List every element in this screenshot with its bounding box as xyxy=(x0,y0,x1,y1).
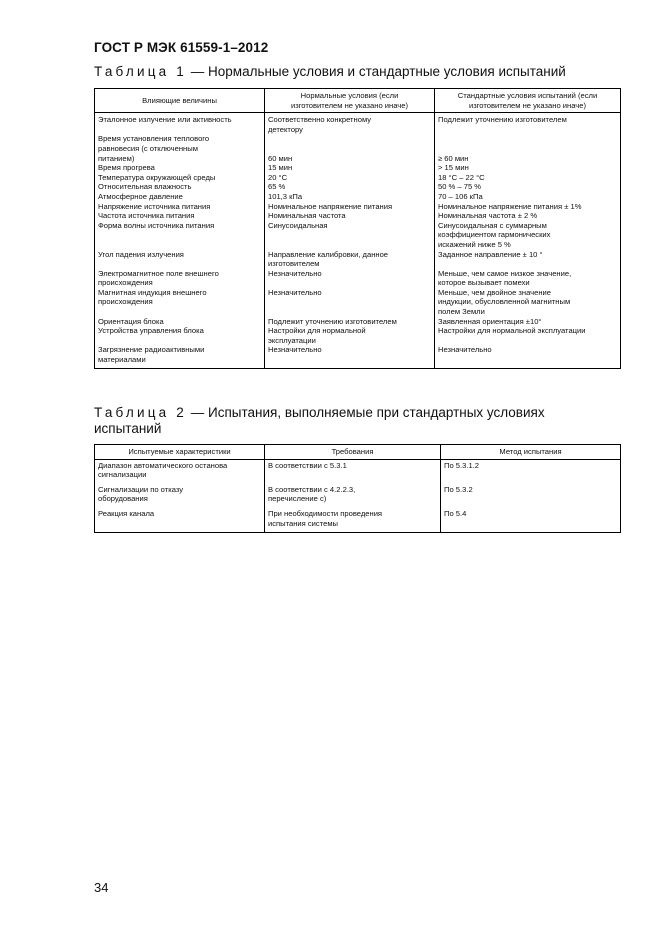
cell-text: 15 мин xyxy=(268,163,293,173)
table-cell xyxy=(95,317,265,327)
table-row xyxy=(95,508,621,533)
cell-text: Время установления теплового равновесия (с отключенным питанием) xyxy=(98,134,210,163)
table2-column-header-label: Метод испытания xyxy=(499,447,562,456)
cell-text: Незначительно xyxy=(268,268,322,278)
cell-text: Эталонное излучение или активность xyxy=(98,115,232,125)
cell-text: По 5.3.2 xyxy=(444,484,473,494)
table-cell xyxy=(95,345,265,368)
table-row xyxy=(95,326,621,345)
table-row xyxy=(95,211,621,221)
table-cell xyxy=(265,202,435,212)
table-cell xyxy=(435,113,621,135)
table-cell xyxy=(265,192,435,202)
table-cell xyxy=(435,173,621,183)
table-row xyxy=(95,192,621,202)
cell-text: 18 °С – 22 °С xyxy=(438,172,485,182)
table-cell xyxy=(265,163,435,173)
cell-text: По 5.3.1.2 xyxy=(444,460,480,470)
cell-text: При необходимости проведения испытания системы xyxy=(268,508,383,528)
table-row xyxy=(95,173,621,183)
page-number: 34 xyxy=(94,880,109,895)
table-cell xyxy=(265,113,435,135)
table-cell xyxy=(95,211,265,221)
table-cell xyxy=(435,269,621,288)
table-cell xyxy=(265,173,435,183)
table-cell xyxy=(435,163,621,173)
cell-text: 60 мин xyxy=(268,153,293,163)
cell-text: Меньше, чем самое низкое значение, которое вызывает помехи xyxy=(438,268,572,288)
cell-text: Номинальное напряжение питания ± 1% xyxy=(438,201,582,211)
table1-column-header xyxy=(435,89,621,113)
table-cell xyxy=(435,182,621,192)
table2-caption-text: — Испытания, выполняемые при стандартных условиях испытаний xyxy=(94,405,545,436)
cell-text: Устройства управления блока xyxy=(98,326,204,336)
cell-text: 50 % – 75 % xyxy=(438,182,482,192)
table-cell xyxy=(265,459,441,484)
table-row xyxy=(95,484,621,508)
cell-text: 101,3 кПа xyxy=(268,191,303,201)
table-cell xyxy=(265,134,435,163)
table-normal-conditions xyxy=(94,88,621,369)
table-cell xyxy=(95,326,265,345)
cell-text: Ориентация блока xyxy=(98,316,164,326)
table-cell xyxy=(95,288,265,317)
table-row xyxy=(95,269,621,288)
table-cell xyxy=(95,192,265,202)
cell-text: Незначительно xyxy=(268,345,322,355)
cell-text: Номинальное напряжение питания xyxy=(268,201,393,211)
cell-text: Загрязнение радиоактивными материалами xyxy=(98,345,205,365)
table-cell xyxy=(265,484,441,508)
cell-text: Синусоидальная с суммарным коэффициентом гармонических искажений ниже 5 % xyxy=(438,220,551,249)
cell-text: Напряжение источника питания xyxy=(98,201,211,211)
table1-body xyxy=(95,113,621,368)
table-cell xyxy=(95,173,265,183)
table-cell xyxy=(95,459,265,484)
cell-text: Температура окружающей среды xyxy=(98,172,216,182)
table2-column-header-label: Требования xyxy=(331,447,374,456)
cell-text: Подлежит уточнению изготовителем xyxy=(438,115,567,125)
cell-text: Относительная влажность xyxy=(98,182,192,192)
table-cell xyxy=(265,288,435,317)
table1-column-header xyxy=(265,89,435,113)
cell-text: Атмосферное давление xyxy=(98,191,183,201)
table-row xyxy=(95,182,621,192)
table-row xyxy=(95,221,621,250)
cell-text: В соответствии с 5.3.1 xyxy=(268,460,347,470)
table-cell xyxy=(435,326,621,345)
cell-text: Заданное направление ± 10 ° xyxy=(438,249,543,259)
cell-text: Номинальная частота ± 2 % xyxy=(438,211,538,221)
cell-text: 70 – 106 кПа xyxy=(438,191,483,201)
cell-text: Номинальная частота xyxy=(268,211,346,221)
table-cell xyxy=(435,250,621,269)
table-cell xyxy=(435,317,621,327)
table-cell xyxy=(435,134,621,163)
table-cell xyxy=(435,221,621,250)
table-cell xyxy=(265,211,435,221)
table-cell xyxy=(265,317,435,327)
cell-text: 20 °С xyxy=(268,172,288,182)
cell-text: Угол падения излучения xyxy=(98,249,184,259)
cell-text: Частота источника питания xyxy=(98,211,195,221)
cell-text: Сигнализации по отказу оборудования xyxy=(98,484,184,504)
table-cell xyxy=(95,269,265,288)
cell-text: Заявленная ориентация ±10° xyxy=(438,316,542,326)
table-cell xyxy=(265,182,435,192)
table-row xyxy=(95,345,621,368)
cell-text: Настройки для нормальной эксплуатации xyxy=(438,326,586,336)
table-row xyxy=(95,113,621,135)
table1-column-header-label: Влияющие величины xyxy=(142,95,217,105)
table-cell xyxy=(435,211,621,221)
table-cell xyxy=(441,484,621,508)
cell-text: Соответственно конкретному детектору xyxy=(268,115,372,134)
cell-text: > 15 мин xyxy=(438,163,469,173)
table-cell xyxy=(265,508,441,533)
table-row xyxy=(95,317,621,327)
table-cell xyxy=(95,250,265,269)
table2-caption-label: Таблица 2 xyxy=(94,405,187,420)
cell-text: Форма волны источника питания xyxy=(98,220,215,230)
table2-column-header xyxy=(265,445,441,460)
cell-text: Меньше, чем двойное значение индукции, обусловленной магнитным полем Земли xyxy=(438,287,571,317)
table-cell xyxy=(95,484,265,508)
table-cell xyxy=(95,134,265,163)
table-row xyxy=(95,202,621,212)
table-row xyxy=(95,459,621,484)
table-cell xyxy=(95,113,265,135)
cell-text: Диапазон автоматического останова сигнализации xyxy=(98,460,228,480)
table-row xyxy=(95,288,621,317)
cell-text: Незначительно xyxy=(268,287,322,297)
table2-column-header xyxy=(95,445,265,460)
table2-body xyxy=(95,459,621,533)
table-cell xyxy=(265,269,435,288)
cell-text: Настройки для нормальной эксплуатации xyxy=(268,326,366,345)
table1-caption-label: Таблица 1 xyxy=(94,64,187,79)
table1-column-header-label: Стандартные условия испытаний (если изготовителем не указано иначе) xyxy=(457,91,598,110)
table1-caption-text: — Нормальные условия и стандартные условия испытаний xyxy=(190,64,566,79)
table-cell xyxy=(95,182,265,192)
table-cell xyxy=(441,508,621,533)
table-cell xyxy=(95,221,265,250)
table1-caption xyxy=(94,64,566,80)
table-cell xyxy=(441,459,621,484)
cell-text: Реакция канала xyxy=(98,508,155,518)
table-cell xyxy=(95,508,265,533)
cell-text: По 5.4 xyxy=(444,508,467,518)
table-row xyxy=(95,250,621,269)
cell-text: Магнитная индукция внешнего происхождения xyxy=(98,287,207,307)
table1-header-row xyxy=(95,89,621,113)
table1-column-header-label: Нормальные условия (если изготовителем не указано иначе) xyxy=(290,91,408,110)
cell-text: ≥ 60 мин xyxy=(438,153,469,163)
cell-text: Направление калибровки, данное изготовителем xyxy=(268,249,389,269)
table-cell xyxy=(435,288,621,317)
table2-column-header xyxy=(441,445,621,460)
cell-text: В соответствии с 4.2.2.3, перечисление с) xyxy=(268,484,356,504)
table-cell xyxy=(265,345,435,368)
table-row xyxy=(95,163,621,173)
table2-caption xyxy=(94,405,594,437)
table-cell xyxy=(435,192,621,202)
document-title: ГОСТ Р МЭК 61559-1–2012 xyxy=(94,40,269,55)
cell-text: Электромагнитное поле внешнего происхождения xyxy=(98,268,219,288)
cell-text: 65 % xyxy=(268,182,286,192)
table-cell xyxy=(95,163,265,173)
table-cell xyxy=(95,202,265,212)
table-standard-tests xyxy=(94,444,621,533)
table-cell xyxy=(265,250,435,269)
table-cell xyxy=(265,326,435,345)
cell-text: Синусоидальная xyxy=(268,220,328,230)
table-cell xyxy=(435,202,621,212)
table2-column-header-label: Испытуемые характеристики xyxy=(128,447,231,456)
cell-text: Время прогрева xyxy=(98,163,155,173)
table2-header-row xyxy=(95,445,621,460)
cell-text: Подлежит уточнению изготовителем xyxy=(268,316,397,326)
table-cell xyxy=(265,221,435,250)
cell-text: Незначительно xyxy=(438,345,492,355)
table1-column-header xyxy=(95,89,265,113)
table-row xyxy=(95,134,621,163)
table-cell xyxy=(435,345,621,368)
